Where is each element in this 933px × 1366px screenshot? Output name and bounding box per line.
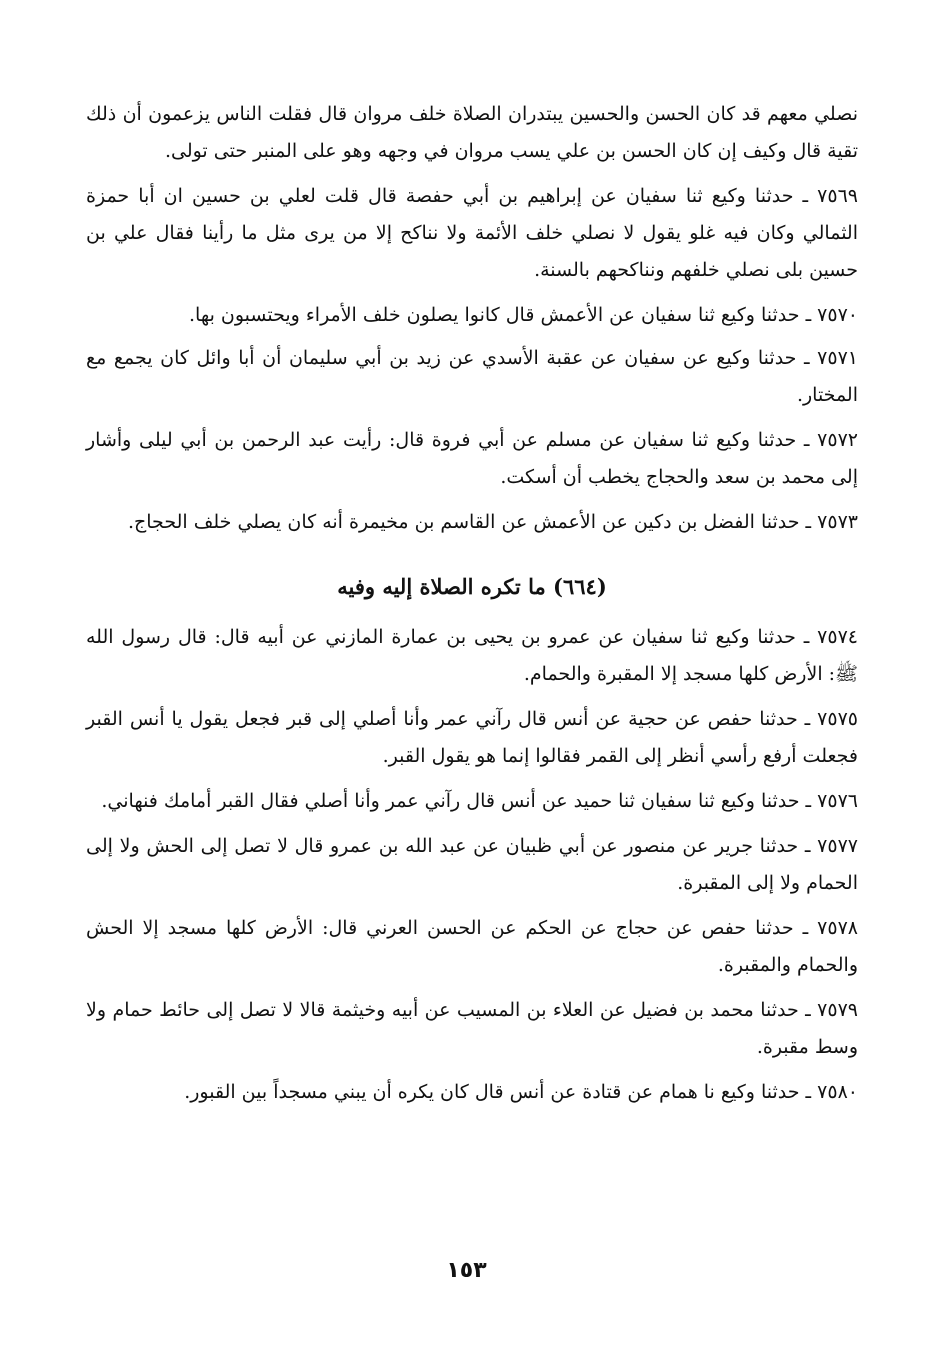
hadith-7571: ٧٥٧١ ـ حدثنا وكيع عن سفيان عن عقبة الأسدي عن زيد بن أبي سليمان أن أبا وائل كان يجمع مع المختار. <box>86 347 858 406</box>
hadith-7575: ٧٥٧٥ ـ حدثنا حفص عن حجية عن أنس قال رآني عمر وأنا أصلي إلى قبر فجعل يقول يا أنس القبر فجعلت أرفع رأسي أنظر إلى القمر فقالوا إنما هو يقول القبر. <box>86 708 858 767</box>
hadith-7570: ٧٥٧٠ ـ حدثنا وكيع ثنا سفيان عن الأعمش قال كانوا يصلون خلف الأمراء ويحتسبون بها. <box>188 304 858 326</box>
hadith-7576: ٧٥٧٦ ـ حدثنا وكيع ثنا سفيان ثنا حميد عن أنس قال رآني عمر وأنا أصلي فقال القبر أمامك فنهاني. <box>101 790 858 812</box>
hadith-7569: ٧٥٦٩ ـ حدثنا وكيع ثنا سفيان عن إبراهيم بن أبي حفصة قال قلت لعلي بن حسين ان أبا حمزة الثمالي وكان فيه غلو يقول لا نصلي خلف الأئمة ولا نناكح إلا من يرى مثل ما رأينا فقال علي بن حسين بلى نصلي خلفهم ونناكحهم بالسنة. <box>86 185 858 281</box>
chapter-title: (٦٦٤) ما تكره الصلاة إليه وفيه <box>337 574 607 599</box>
hadith-7579: ٧٥٧٩ ـ حدثنا محمد بن فضيل عن العلاء بن المسيب عن أبيه وخيثمة قالا لا تصل إلى حائط حمام ولا وسط مقبرة. <box>86 999 858 1058</box>
hadith-7580: ٧٥٨٠ ـ حدثنا وكيع نا همام عن قتادة عن أنس قال كان يكره أن يبني مسجداً بين القبور. <box>184 1081 858 1103</box>
page-number: ١٥٣ <box>446 1258 487 1283</box>
hadith-7574: ٧٥٧٤ ـ حدثنا وكيع ثنا سفيان عن عمرو بن يحيى بن عمارة المازني عن أبيه قال: قال رسول الله ﷺ: الأرض كلها مسجد إلا المقبرة والحمام. <box>86 626 858 685</box>
hadith-7573: ٧٥٧٣ ـ حدثنا الفضل بن دكين عن الأعمش عن القاسم بن مخيمرة أنه كان يصلي خلف الحجاج. <box>127 511 858 533</box>
hadith-7578: ٧٥٧٨ ـ حدثنا حفص عن حجاج عن الحكم عن الحسن العرني قال: الأرض كلها مسجد إلا الحش والحمام والمقبرة. <box>86 917 858 976</box>
hadith-7577: ٧٥٧٧ ـ حدثنا جرير عن منصور عن أبي ظبيان عن عبد الله بن عمرو قال لا تصل إلى الحش ولا إلى الحمام ولا إلى المقبرة. <box>86 835 858 894</box>
paragraph-continued: نصلي معهم قد كان الحسن والحسين يبتدران الصلاة خلف مروان قال فقلت الناس يزعمون أن ذلك تقية قال وكيف إن كان الحسن بن علي يسب مروان في وجهه وهو على المنبر حتى تولى. <box>86 103 858 162</box>
page-body <box>86 96 858 1119</box>
hadith-7572: ٧٥٧٢ ـ حدثنا وكيع ثنا سفيان عن مسلم عن أبي فروة قال: رأيت عبد الرحمن بن أبي ليلى وأشار إلى محمد بن سعد والحجاج يخطب أن أسكت. <box>86 429 858 488</box>
